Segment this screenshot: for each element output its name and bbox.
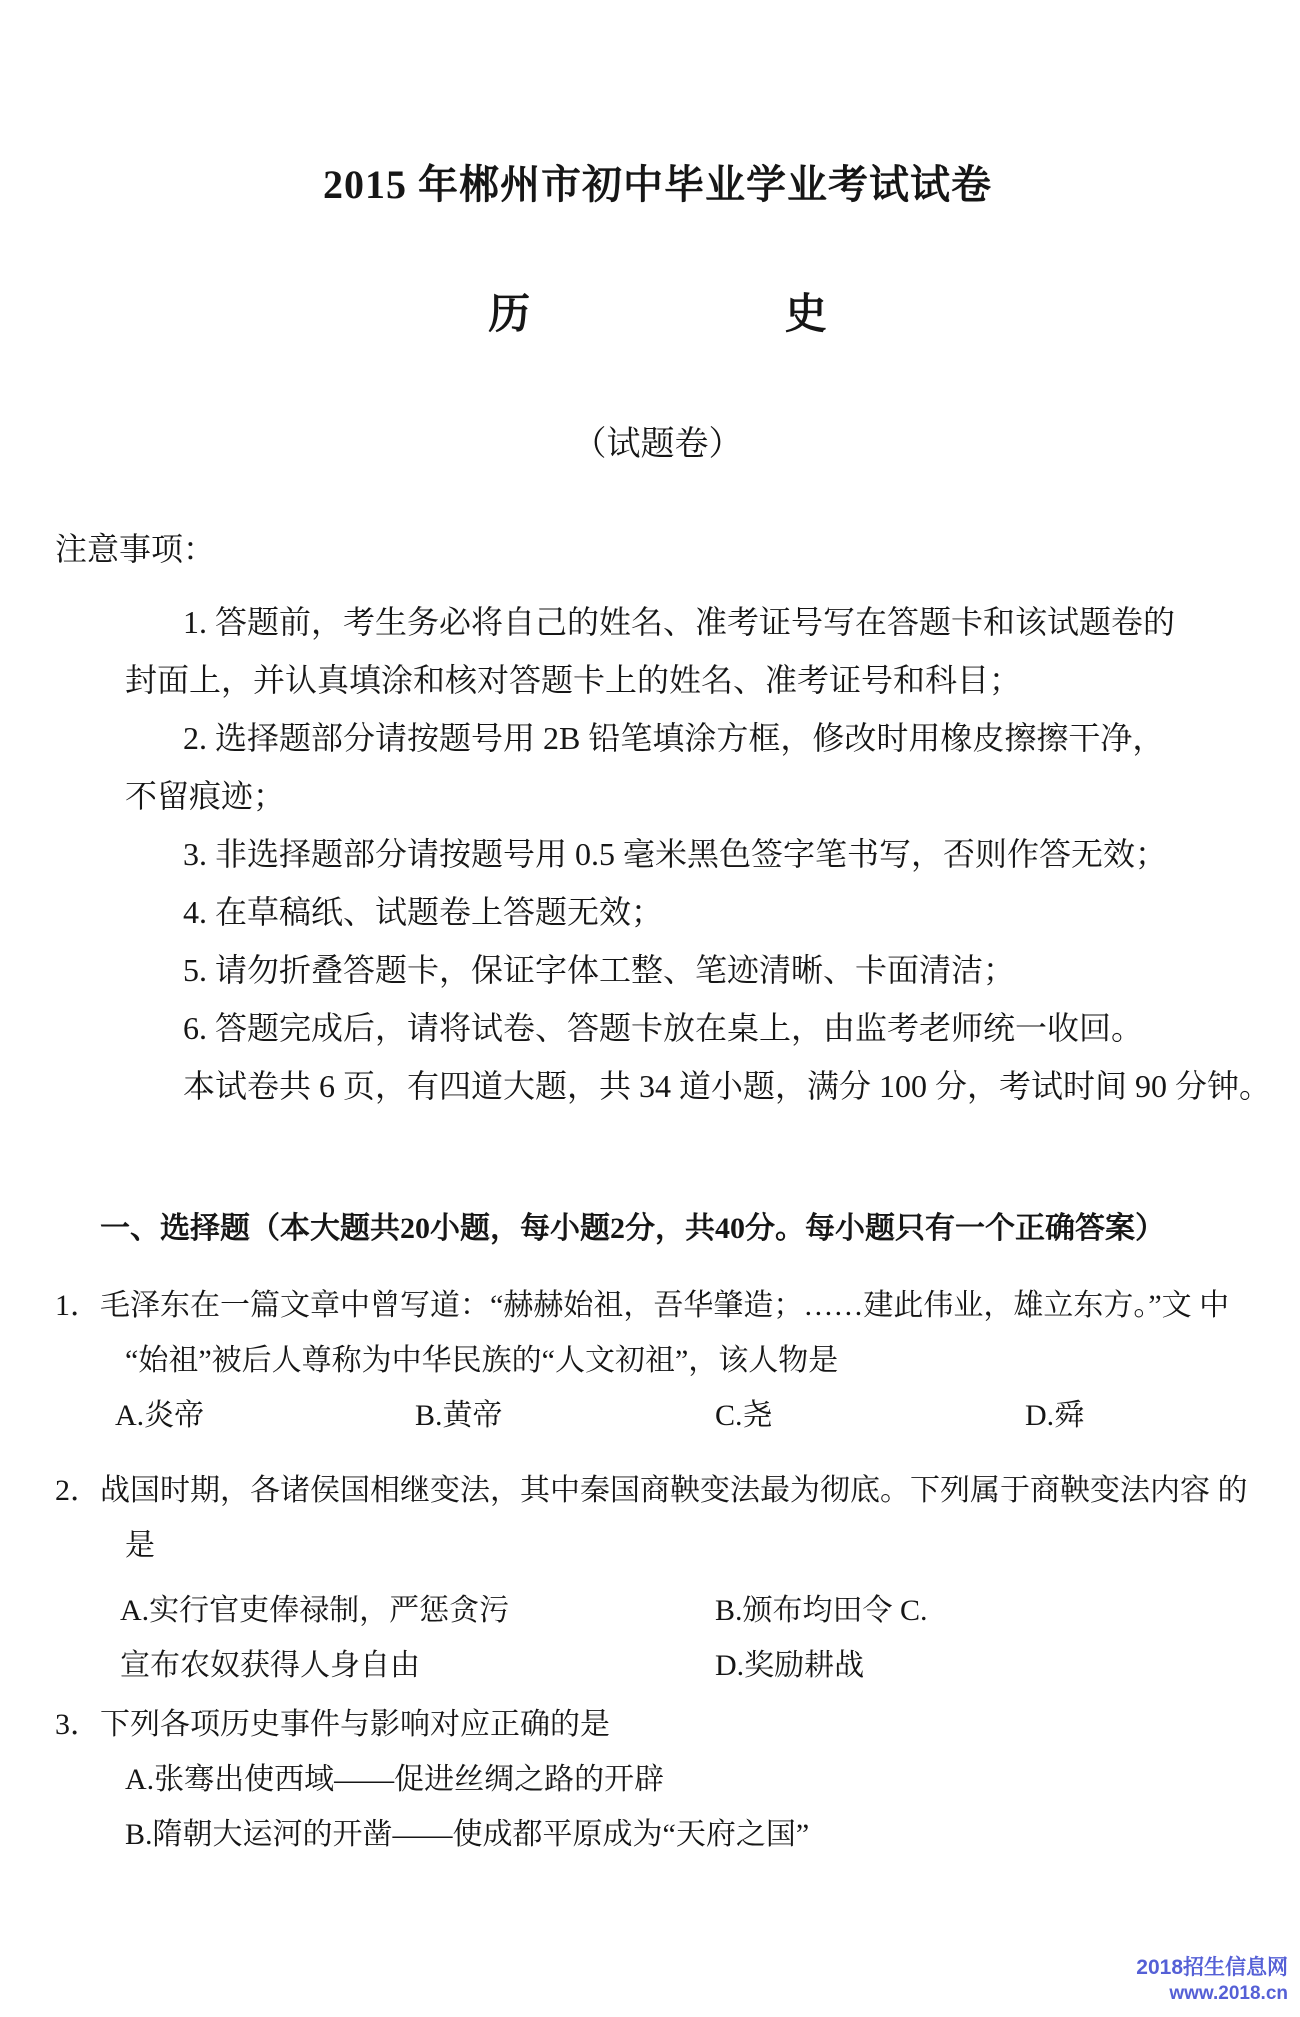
question-1-options (55, 1388, 1260, 1443)
q2-option-a: A.实行官吏俸禄制，严惩贪污 (120, 1594, 510, 1627)
q1-option-c: C.尧 (715, 1399, 773, 1432)
watermark-site-url: www.2018.cn (1169, 1983, 1288, 2004)
q3-option-b: B.隋朝大运河的开凿——使成都平原成为“天府之国” (125, 1818, 810, 1851)
page-title: 2015 年郴州市初中毕业学业考试试卷 (323, 162, 992, 207)
q3-option-a: A.张骞出使西域——促进丝绸之路的开辟 (125, 1763, 665, 1796)
q1-option-b: B.黄帝 (415, 1399, 503, 1432)
section-heading: 一、选择题（本大题共20小题，每小题2分，共40分。每小题只有一个正确答案） (100, 1212, 1165, 1245)
paper-subtitle: （试题卷） (572, 426, 743, 463)
notice-heading: 注意事项： (55, 531, 216, 567)
question-2-line-1: 2．战国时期，各诸侯国相继变法，其中秦国商鞅变法最为彻底。下列属于商鞅变法内容 的 (55, 1474, 1248, 1507)
notice-item-6: 6. 答题完成后，请将试卷、答题卡放在桌上，由监考老师统一收回。 (183, 1010, 1144, 1046)
watermark (1136, 1955, 1288, 2007)
question-2-line-2: 是 (125, 1529, 155, 1562)
q2-option-b: B.颁布均田令 C. (715, 1594, 928, 1627)
subject-title (55, 292, 1260, 338)
question-1-line-2: “始祖”被后人尊称为中华民族的“人文初祖”，该人物是 (125, 1344, 839, 1377)
notice-item-3: 3. 非选择题部分请按题号用 0.5 毫米黑色签字笔书写，否则作答无效； (183, 836, 1168, 872)
notice-footer: 本试卷共 6 页，有四道大题，共 34 道小题，满分 100 分，考试时间 90 分钟。 (183, 1068, 1272, 1104)
notice-item-5: 5. 请勿折叠答题卡，保证字体工整、笔迹清晰、卡面清洁； (183, 952, 1016, 988)
q2-option-c-text: 宣布农奴获得人身自由 (120, 1649, 420, 1682)
question-3-line-1: 3．下列各项历史事件与影响对应正确的是 (55, 1708, 610, 1741)
q2-option-d: D.奖励耕战 (715, 1649, 865, 1682)
watermark-site-name: 2018招生信息网 (1136, 1956, 1288, 1979)
question-1-line-1: 1．毛泽东在一篇文章中曾写道：“赫赫始祖，吾华肇造；……建此伟业，雄立东方。”文 中 (55, 1289, 1230, 1322)
notice-item-2-line-2: 不留痕迹； (125, 778, 286, 814)
notice-item-4: 4. 在草稿纸、试题卷上答题无效； (183, 894, 664, 930)
q1-option-d: D.舜 (1025, 1399, 1085, 1432)
notice-item-1-line-2: 封面上，并认真填涂和核对答题卡上的姓名、准考证号和科目； (125, 662, 1022, 698)
subject-char-li: 历 (488, 292, 531, 338)
q1-option-a: A.炎帝 (115, 1399, 205, 1432)
question-2-options-row-2 (55, 1638, 1260, 1693)
subject-char-shi: 史 (784, 292, 827, 338)
notice-item-2-line-1: 2. 选择题部分请按题号用 2B 铅笔填涂方框，修改时用橡皮擦擦干净， (183, 720, 1165, 756)
notice-item-1-line-1: 1. 答题前，考生务必将自己的姓名、准考证号写在答题卡和该试题卷的 (183, 604, 1176, 640)
question-2-options-row-1 (55, 1583, 1260, 1638)
